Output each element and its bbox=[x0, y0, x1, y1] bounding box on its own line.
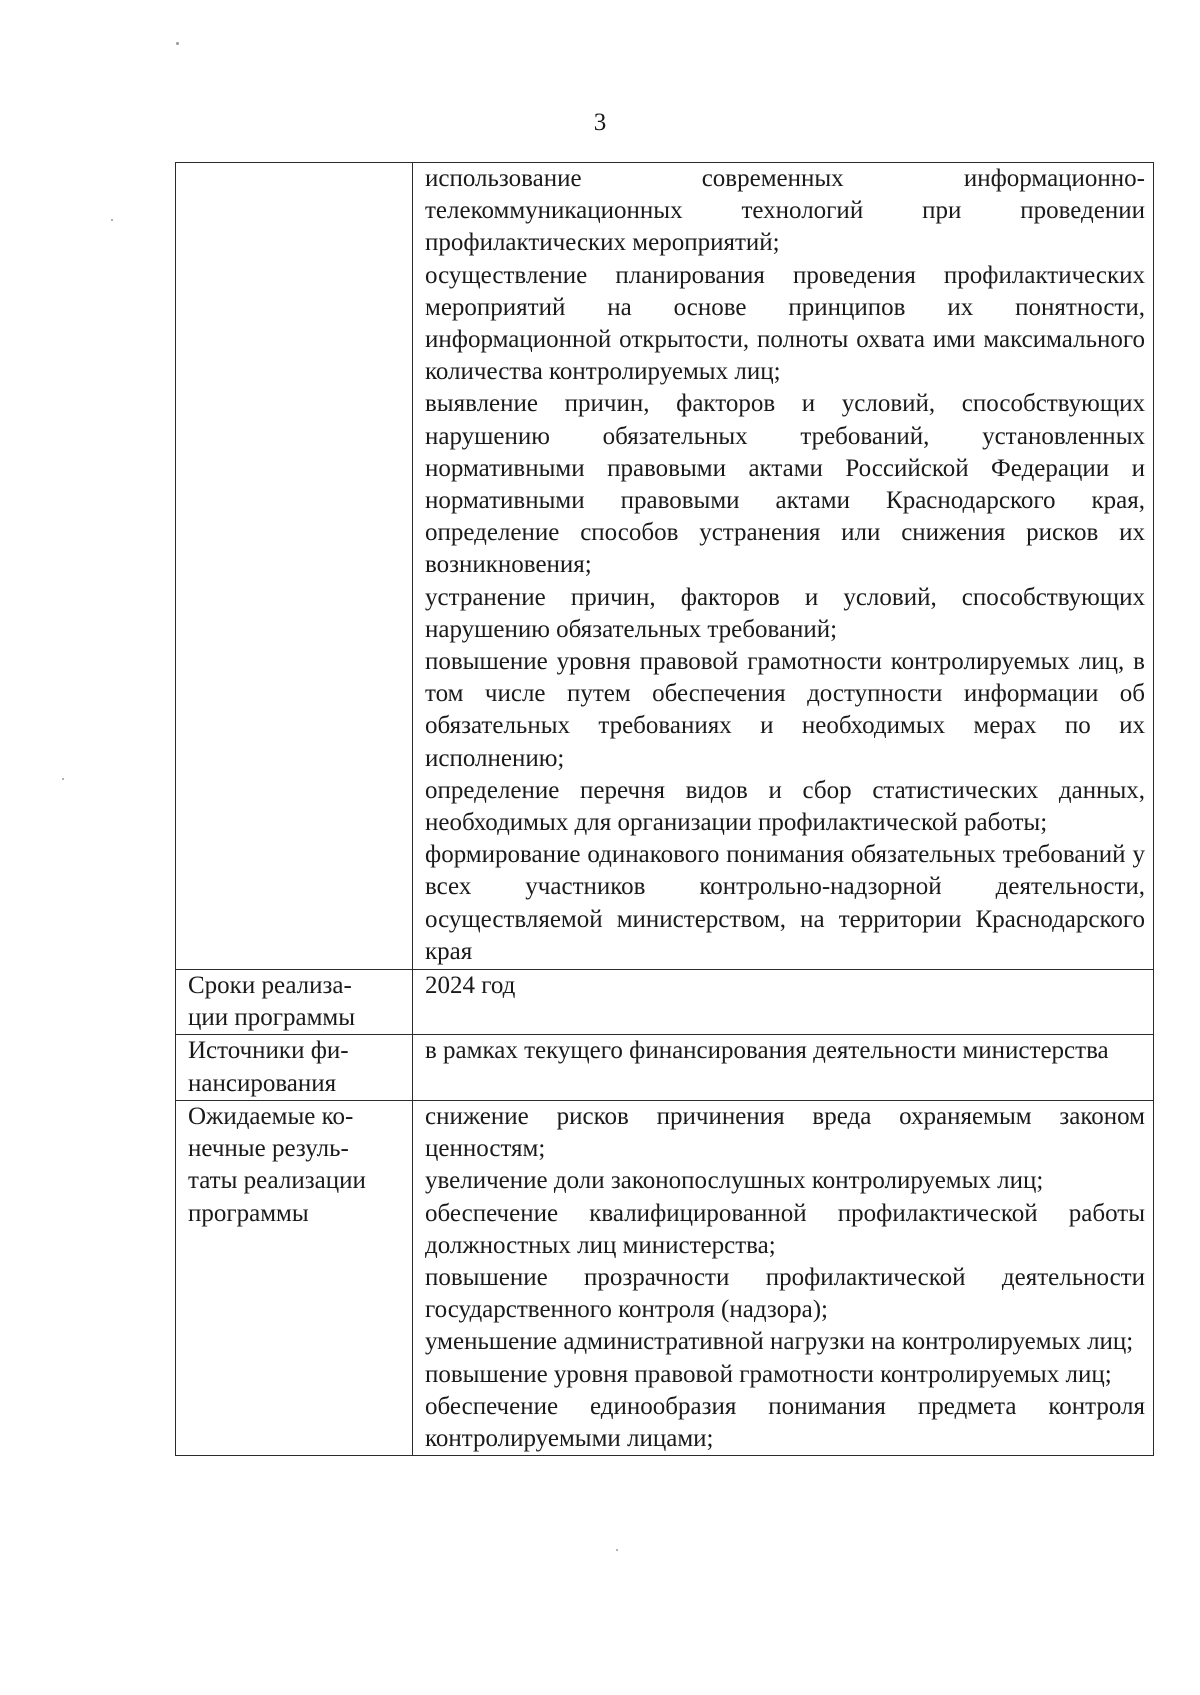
list-item: обеспечение единообразия понимания предмета контроля контролируемыми лицами; bbox=[425, 1392, 1145, 1452]
list-item: в рамках текущего финансирования деятельности министерства bbox=[425, 1037, 1109, 1065]
row-label-line: нансирования bbox=[188, 1069, 337, 1097]
scan-speck bbox=[176, 42, 179, 45]
row-text-cell bbox=[413, 163, 1154, 970]
table-row bbox=[176, 163, 1154, 970]
row-text-cell bbox=[413, 970, 1154, 1035]
list-item: снижение рисков причинения вреда охраняемым законом ценностям; bbox=[425, 1102, 1145, 1163]
row-label-line: программы bbox=[188, 1199, 309, 1227]
row-label-line: Источники фи- bbox=[188, 1037, 349, 1065]
list-item: уменьшение административной нагрузки на контролируемых лиц; bbox=[425, 1328, 1134, 1356]
row-label-cell bbox=[176, 1035, 413, 1100]
row-label-line: ции программы bbox=[188, 1004, 356, 1032]
row-label-cell bbox=[176, 163, 413, 970]
list-item: 2024 год bbox=[425, 972, 516, 1000]
row-label-cell bbox=[176, 970, 413, 1035]
list-item: повышение уровня правовой грамотности контролируемых лиц; bbox=[425, 1360, 1112, 1388]
row-text-cell bbox=[413, 1100, 1154, 1455]
scan-speck bbox=[62, 778, 64, 780]
table-row bbox=[176, 1100, 1154, 1455]
list-item: повышение уровня правовой грамотности контролируемых лиц, в том числе путем обеспечения доступности информации об обязательных требованиях и необходимых мерах по их исполнению; bbox=[425, 648, 1145, 772]
row-label-line: Ожидаемые ко- bbox=[188, 1102, 354, 1130]
scan-speck bbox=[111, 219, 113, 221]
row-label-line: Сроки реализа- bbox=[188, 972, 352, 1000]
row-text-cell bbox=[413, 1035, 1154, 1100]
row-label-line: нечные резуль- bbox=[188, 1135, 349, 1163]
list-item: использование современных информационно-телекоммуникационных технологий при проведении профилактических мероприятий; bbox=[425, 165, 1145, 257]
list-item: выявление причин, факторов и условий, способствующих нарушению обязательных требований, установленных нормативными правовыми актами Российской Федерации и нормативными правовыми актами Краснодарского края, определение способов устранения или снижения рисков их возникновения; bbox=[425, 390, 1145, 579]
list-item: устранение причин, факторов и условий, способствующих нарушению обязательных требований; bbox=[425, 583, 1145, 643]
table-row bbox=[176, 1035, 1154, 1100]
list-item: формирование одинакового понимания обязательных требований у всех участников контрольно-надзорной деятельности, осуществляемой министерством, на территории Краснодарского края bbox=[425, 841, 1145, 965]
table-row bbox=[176, 970, 1154, 1035]
row-label-line: таты реализации bbox=[188, 1167, 366, 1195]
list-item: определение перечня видов и сбор статистических данных, необходимых для организации профилактической работы; bbox=[425, 776, 1145, 837]
page-number: 3 bbox=[593, 109, 607, 136]
program-passport-table bbox=[175, 162, 1154, 1456]
list-item: повышение прозрачности профилактической деятельности государственного контроля (надзора); bbox=[425, 1263, 1145, 1324]
scan-speck bbox=[616, 1549, 618, 1551]
list-item: обеспечение квалифицированной профилактической работы должностных лиц министерства; bbox=[425, 1199, 1145, 1259]
list-item: осуществление планирования проведения профилактических мероприятий на основе принципов их понятности, информационной открытости, полноты охвата ими максимального количества контролируемых лиц; bbox=[425, 261, 1145, 386]
list-item: увеличение доли законопослушных контролируемых лиц; bbox=[425, 1167, 1044, 1195]
row-label-cell bbox=[176, 1100, 413, 1455]
